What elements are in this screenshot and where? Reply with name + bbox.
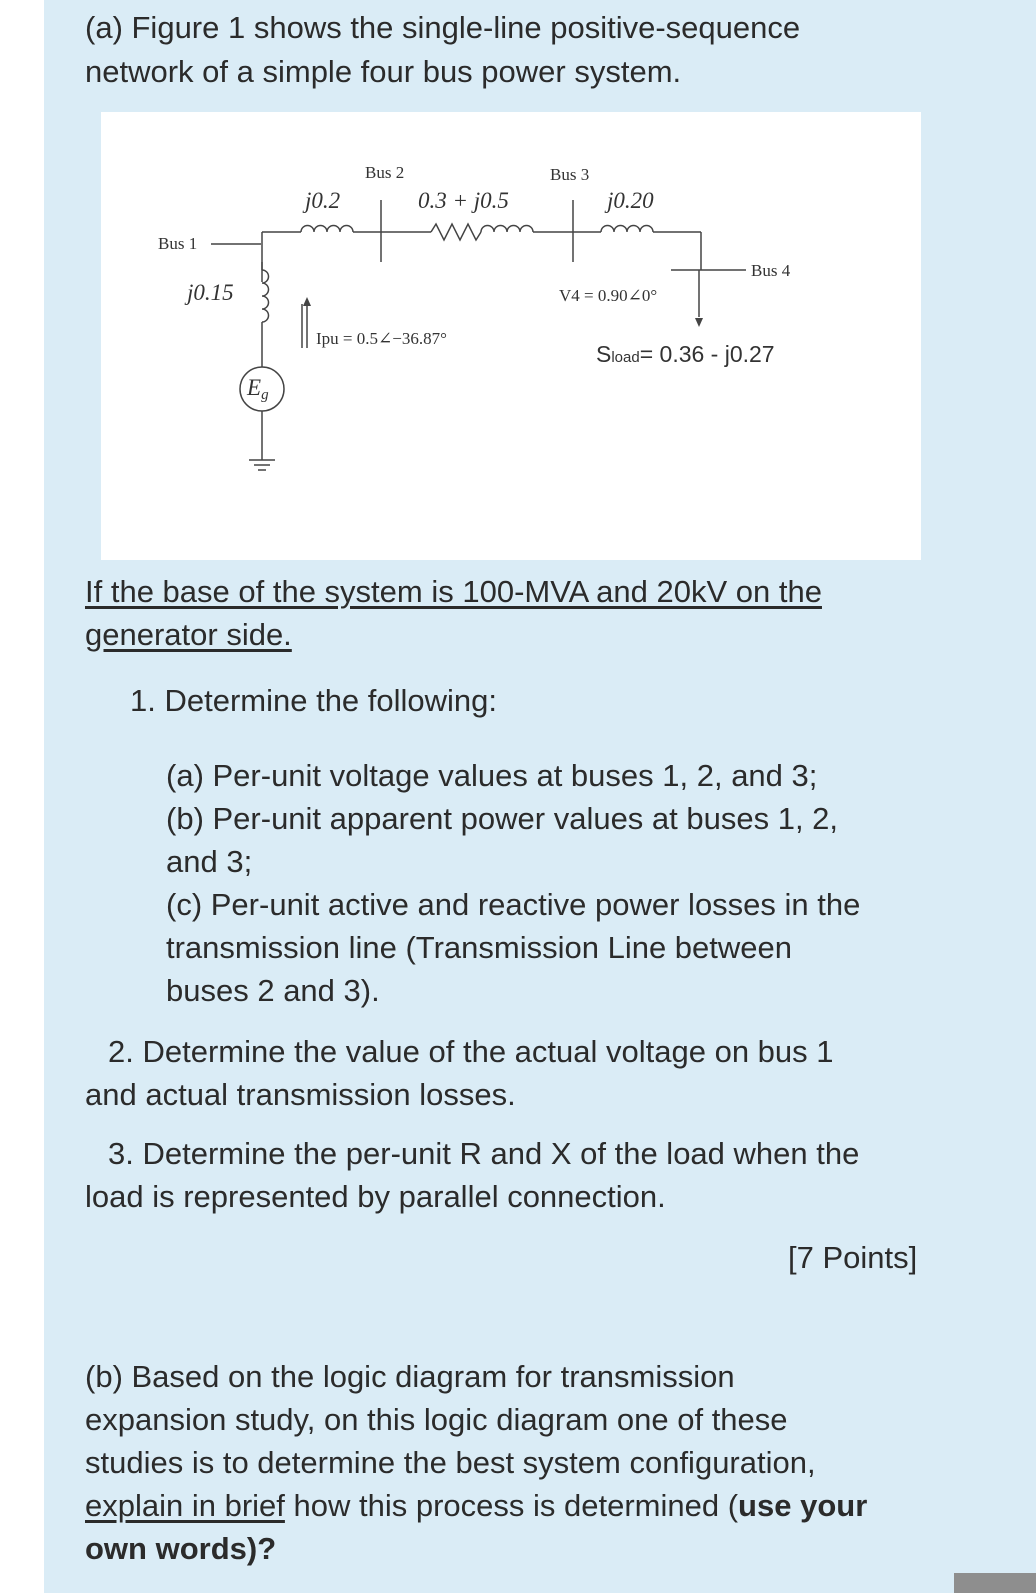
part-b-line1: (b) Based on the logic diagram for transmission <box>85 1359 735 1394</box>
part-b-line4: explain in brief how this process is determined (use your <box>85 1488 868 1523</box>
intro-text-line2: network of a simple four bus power system. <box>85 54 682 89</box>
j015-label: j0.15 <box>187 280 234 305</box>
voltage-label: V4 = 0.90∠0° <box>559 286 658 305</box>
j020-label: j0.20 <box>607 188 654 213</box>
question-1b-line2: and 3; <box>166 844 253 879</box>
base-text-line1: If the base of the system is 100-MVA and 20kV on the <box>85 574 822 609</box>
j02-label: j0.2 <box>305 188 341 213</box>
line-impedance-label: 0.3 + j0.5 <box>418 188 509 213</box>
bus2-label: Bus 2 <box>365 163 405 182</box>
part-b-line2: expansion study, on this logic diagram one of these <box>85 1402 788 1437</box>
generator-label: Eg <box>247 375 269 403</box>
question-2-line2: and actual transmission losses. <box>85 1077 516 1112</box>
part-b-line3: studies is to determine the best system configuration, <box>85 1445 816 1480</box>
j02-inductor <box>301 226 353 233</box>
question-3-line2: load is represented by parallel connection. <box>85 1179 666 1214</box>
question-1-title: 1. Determine the following: <box>130 683 498 718</box>
current-arrow-head <box>303 297 311 306</box>
explain-in-brief: explain in brief <box>85 1488 285 1523</box>
question-3-line1: 3. Determine the per-unit R and X of the load when the <box>108 1136 860 1171</box>
line-inductor <box>481 226 533 233</box>
load-power-label: Sload= 0.36 - j0.27 <box>596 341 775 367</box>
question-1b-line1: (b) Per-unit apparent power values at buses 1, 2, <box>166 801 839 836</box>
figure-1-diagram <box>101 112 921 560</box>
j015-inductor <box>262 270 269 322</box>
single-line-diagram <box>101 112 921 560</box>
line-resistor <box>431 224 481 240</box>
bus4-label: Bus 4 <box>751 261 791 280</box>
bus1-label: Bus 1 <box>158 234 198 253</box>
question-2-line1: 2. Determine the value of the actual voltage on bus 1 <box>108 1034 834 1069</box>
question-1c-line1: (c) Per-unit active and reactive power losses in the <box>166 887 861 922</box>
page-margin <box>0 0 44 1593</box>
base-text-line2: generator side. <box>85 617 292 652</box>
bus3-label: Bus 3 <box>550 165 590 184</box>
part-b-line5: own words)? <box>85 1531 277 1566</box>
j020-inductor <box>601 226 653 233</box>
scrollbar-thumb[interactable] <box>954 1573 1036 1593</box>
question-1c-line3: buses 2 and 3). <box>166 973 380 1008</box>
question-1c-line2: transmission line (Transmission Line between <box>166 930 793 965</box>
question-1a: (a) Per-unit voltage values at buses 1, 2, and 3; <box>166 758 818 793</box>
points-label: [7 Points] <box>788 1240 918 1275</box>
load-arrow-head <box>695 318 703 327</box>
intro-text-line1: (a) Figure 1 shows the single-line positive-sequence <box>85 10 801 45</box>
current-label: Ipu = 0.5∠−36.87° <box>316 329 447 348</box>
